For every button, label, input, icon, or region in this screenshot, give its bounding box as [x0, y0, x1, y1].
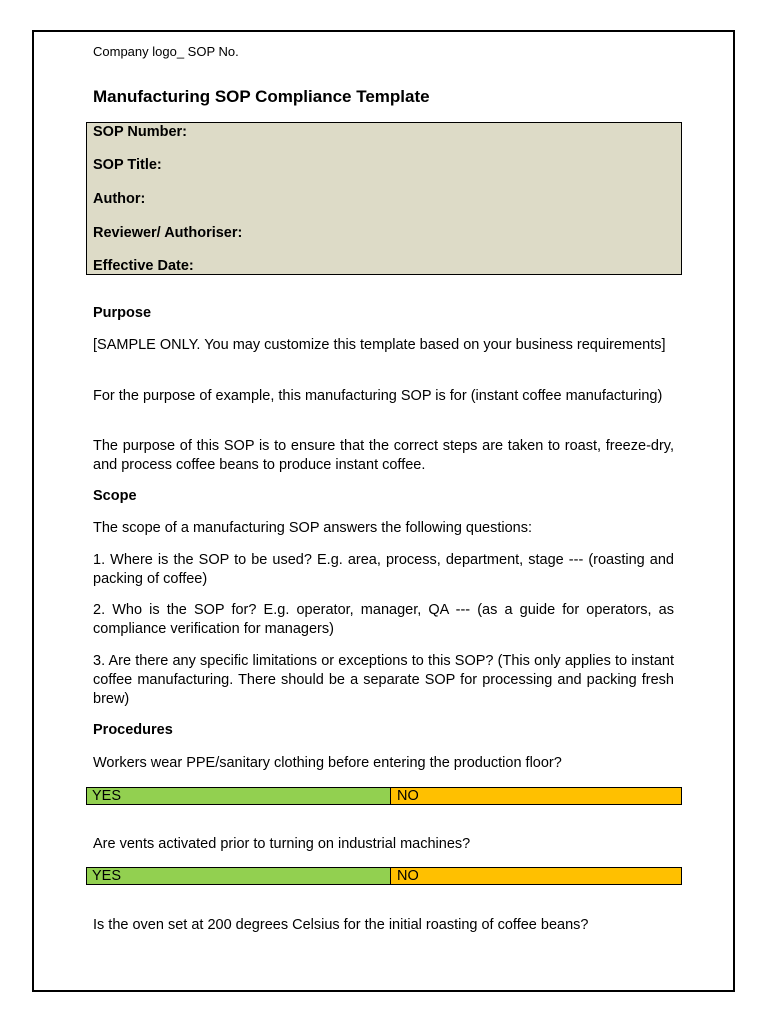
- header-text: Company logo_ SOP No.: [93, 44, 239, 59]
- procedures-heading: Procedures: [93, 722, 173, 738]
- scope-paragraph: 2. Who is the SOP for? E.g. operator, manager, QA --- (as a guide for operators, as compliance verification for managers): [93, 602, 674, 637]
- no-option[interactable]: NO: [391, 788, 681, 804]
- purpose-paragraph: For the purpose of example, this manufacturing SOP is for (instant coffee manufacturing): [93, 388, 663, 404]
- scope-paragraph: The scope of a manufacturing SOP answers the following questions:: [93, 520, 533, 536]
- sop-info-box: [86, 122, 682, 275]
- procedure-question: Are vents activated prior to turning on industrial machines?: [93, 836, 471, 852]
- procedure-question: Workers wear PPE/sanitary clothing before entering the production floor?: [93, 755, 562, 771]
- scope-paragraph: 1. Where is the SOP to be used? E.g. area, process, department, stage --- (roasting and packing of coffee): [93, 552, 674, 587]
- procedure-question: Is the oven set at 200 degrees Celsius for the initial roasting of coffee beans?: [93, 917, 589, 933]
- purpose-paragraph: The purpose of this SOP is to ensure that the correct steps are taken to roast, freeze-dry, and process coffee beans to produce instant coffee.: [93, 438, 674, 473]
- yes-no-row: [86, 867, 682, 885]
- field-sop-title: SOP Title:: [93, 157, 162, 173]
- field-author: Author:: [93, 191, 146, 207]
- yes-option[interactable]: YES: [87, 868, 391, 884]
- scope-paragraph: 3. Are there any specific limitations or exceptions to this SOP? (This only applies to instant coffee manufacturing. There should be a separate SOP for processing and packing fresh brew): [93, 653, 674, 707]
- field-reviewer: Reviewer/ Authoriser:: [93, 225, 243, 241]
- scope-heading: Scope: [93, 488, 137, 504]
- field-sop-number: SOP Number:: [93, 124, 188, 140]
- yes-option[interactable]: YES: [87, 788, 391, 804]
- no-option[interactable]: NO: [391, 868, 681, 884]
- field-effective-date: Effective Date:: [93, 258, 194, 274]
- yes-no-row: [86, 787, 682, 805]
- purpose-heading: Purpose: [93, 305, 152, 321]
- purpose-paragraph: [SAMPLE ONLY. You may customize this template based on your business requirements]: [93, 337, 666, 353]
- document-title: Manufacturing SOP Compliance Template: [93, 87, 430, 106]
